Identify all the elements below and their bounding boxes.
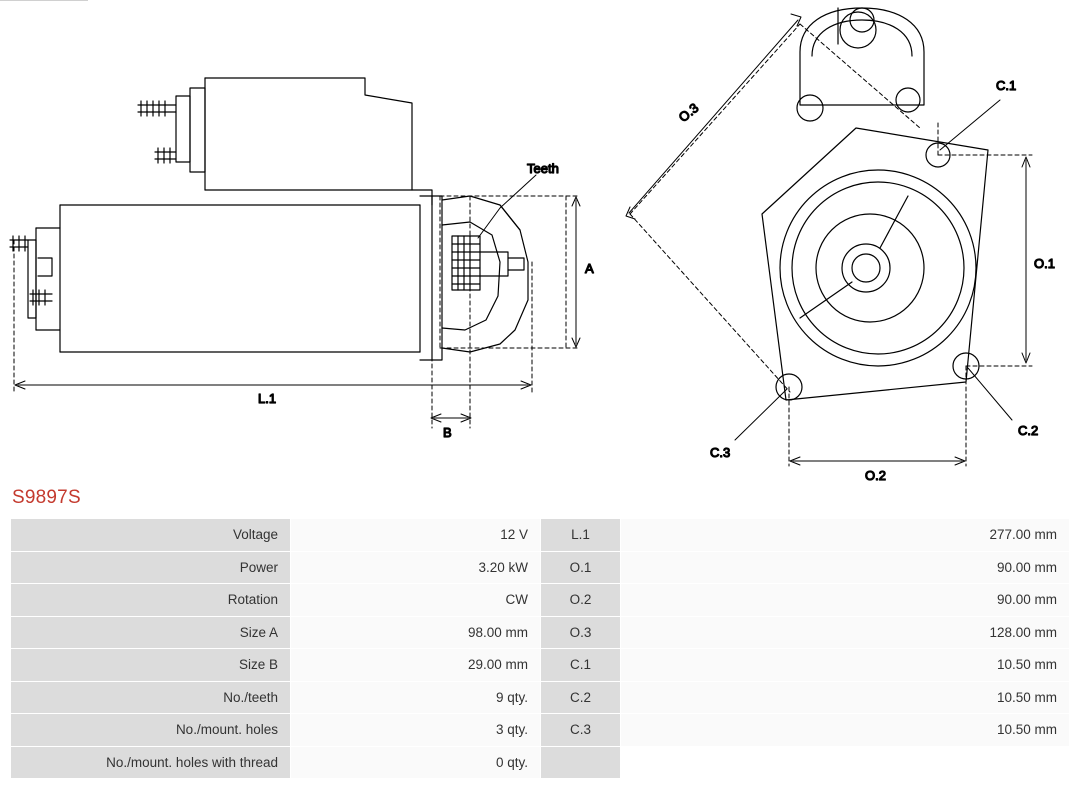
spec-value: 3 qty. xyxy=(291,714,541,747)
dimension-O2 xyxy=(790,457,965,465)
dim-label: O.2 xyxy=(541,584,621,617)
dimension-L1 xyxy=(15,381,531,389)
end-view-dimension-extensions xyxy=(630,24,1032,466)
table-row xyxy=(11,649,1070,682)
spec-value: 9 qty. xyxy=(291,681,541,714)
dimension-label-C3: C.3 xyxy=(710,445,731,460)
dim-label: O.3 xyxy=(541,616,621,649)
specifications-table xyxy=(10,518,1070,779)
spec-label: Rotation xyxy=(11,584,291,617)
dim-value: 90.00 mm xyxy=(621,584,1070,617)
end-view-outline xyxy=(762,8,988,400)
dimension-label-C1: C.1 xyxy=(996,78,1017,93)
table-row xyxy=(11,616,1070,649)
dim-value: 128.00 mm xyxy=(621,616,1070,649)
part-number-heading: S9897S xyxy=(12,487,81,508)
spec-value: 29.00 mm xyxy=(291,649,541,682)
spec-label: Size B xyxy=(11,649,291,682)
dimension-label-O3: O.3 xyxy=(675,100,702,125)
teeth-leader xyxy=(478,175,536,238)
dimension-O3 xyxy=(626,14,801,219)
leader-C2 xyxy=(968,368,1012,420)
teeth-label: Teeth xyxy=(527,161,559,176)
dim-label: C.2 xyxy=(541,681,621,714)
empty-cell xyxy=(541,746,621,779)
dim-label: C.1 xyxy=(541,649,621,682)
dim-value: 90.00 mm xyxy=(621,551,1070,584)
spec-label: Size A xyxy=(11,616,291,649)
leader-C1 xyxy=(940,100,1000,150)
spec-value: 98.00 mm xyxy=(291,616,541,649)
spec-label: No./mount. holes xyxy=(11,714,291,747)
dimension-B xyxy=(431,414,471,422)
dim-label: O.1 xyxy=(541,551,621,584)
side-view-outline xyxy=(10,78,528,360)
dimension-label-C2: C.2 xyxy=(1018,423,1039,438)
table-row xyxy=(11,519,1070,552)
table-row xyxy=(11,551,1070,584)
spec-value: 0 qty. xyxy=(291,746,541,779)
dim-value: 10.50 mm xyxy=(621,649,1070,682)
spec-label: No./mount. holes with thread xyxy=(11,746,291,779)
spec-label: Voltage xyxy=(11,519,291,552)
dimension-label-B: B xyxy=(443,425,452,440)
spec-value: 3.20 kW xyxy=(291,551,541,584)
dim-value: 277.00 mm xyxy=(621,519,1070,552)
dimension-A xyxy=(572,197,580,347)
table-row xyxy=(11,746,1070,779)
dim-value: 10.50 mm xyxy=(621,714,1070,747)
table-row xyxy=(11,681,1070,714)
dim-value: 10.50 mm xyxy=(621,681,1070,714)
table-row xyxy=(11,584,1070,617)
side-view-dimension-extensions xyxy=(14,196,578,428)
table-row xyxy=(11,714,1070,747)
dimension-O1 xyxy=(1022,157,1030,363)
dimension-label-O2: O.2 xyxy=(865,468,886,483)
dim-label: L.1 xyxy=(541,519,621,552)
spec-label: Power xyxy=(11,551,291,584)
spec-label: No./teeth xyxy=(11,681,291,714)
leader-C3 xyxy=(735,389,787,440)
empty-cell xyxy=(621,746,1070,779)
dimension-label-O1: O.1 xyxy=(1034,256,1055,271)
dimension-label-A: A xyxy=(585,261,594,276)
spec-value: 12 V xyxy=(291,519,541,552)
dim-label: C.3 xyxy=(541,714,621,747)
dimension-label-L1: L.1 xyxy=(258,391,277,406)
spec-value: CW xyxy=(291,584,541,617)
